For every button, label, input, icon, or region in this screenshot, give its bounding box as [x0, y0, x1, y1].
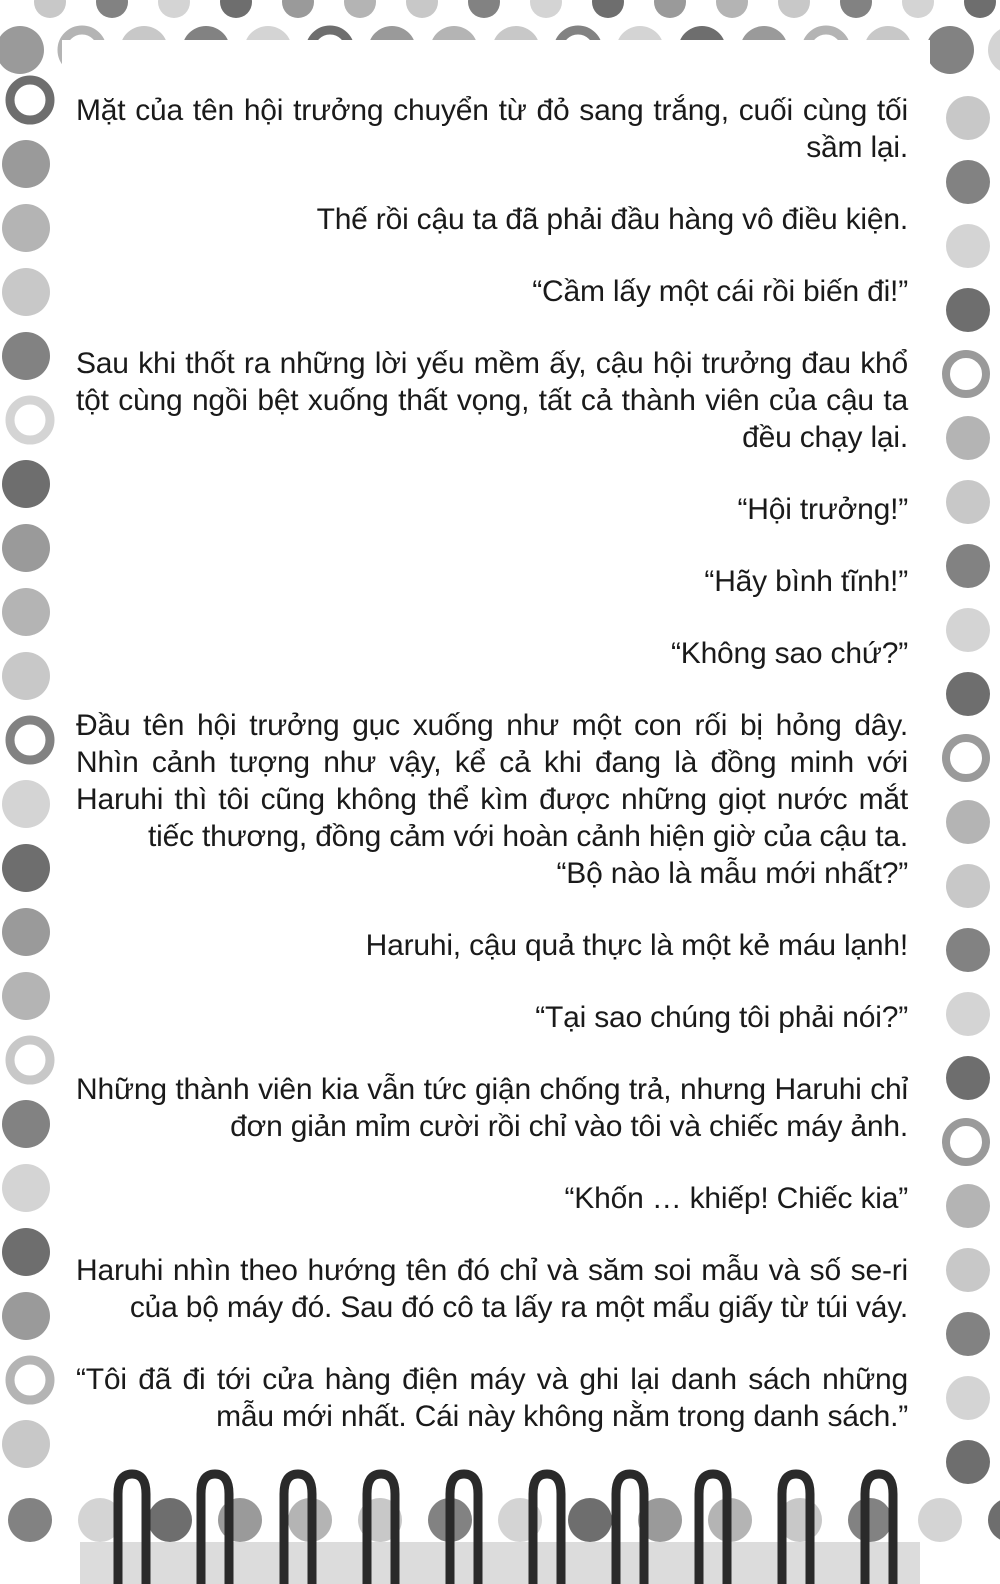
- filled-dot: [946, 928, 990, 972]
- filled-dot: [946, 1376, 990, 1420]
- filled-dot: [2, 1164, 50, 1212]
- paragraph-gap: [76, 310, 908, 345]
- paragraph-gap: [76, 166, 908, 201]
- filled-dot: [946, 288, 990, 332]
- filled-dot: [2, 460, 50, 508]
- ring-dot: [946, 738, 986, 778]
- filled-dot: [592, 0, 624, 18]
- filled-dot: [716, 0, 748, 18]
- paragraph: “Khốn … khiếp! Chiếc kia”: [564, 1182, 908, 1215]
- filled-dot: [2, 524, 50, 572]
- filled-dot: [2, 652, 50, 700]
- filled-dot: [946, 1184, 990, 1228]
- paragraph: Mặt của tên hội trưởng chuyển từ đỏ sang trắng, cuối cùng tối sầm lại.: [76, 94, 908, 164]
- paragraph-gap: [76, 1326, 908, 1361]
- ring-dot: [10, 720, 50, 760]
- filled-dot: [282, 0, 314, 18]
- paragraph: “Tại sao chúng tôi phải nói?”: [535, 1001, 908, 1034]
- paragraph: “Bộ nào là mẫu mới nhất?”: [556, 857, 908, 890]
- paragraph-gap: [76, 238, 908, 273]
- filled-dot: [946, 608, 990, 652]
- paragraph: “Không sao chứ?”: [670, 637, 908, 670]
- paragraph: Haruhi nhìn theo hướng tên đó chỉ và săm soi mẫu và số se-ri của bộ máy đó. Sau đó cô ta lấy ra một mẩu giấy từ túi váy.: [76, 1254, 908, 1324]
- filled-dot: [2, 204, 50, 252]
- filled-dot: [2, 1100, 50, 1148]
- paragraph-gap: [76, 528, 908, 563]
- filled-dot: [654, 0, 686, 18]
- paragraph: “Hội trưởng!”: [737, 493, 908, 526]
- filled-dot: [2, 1228, 50, 1276]
- filled-dot: [946, 672, 990, 716]
- filled-dot: [946, 800, 990, 844]
- filled-dot: [530, 0, 562, 18]
- filled-dot: [902, 0, 934, 18]
- paragraph-gap: [76, 1036, 908, 1071]
- paragraph: Sau khi thốt ra những lời yếu mềm ấy, cậu hội trưởng đau khổ tột cùng ngồi bệt xuống thất vọng, tất cả thành viên của cậu ta đều chạy lại.: [76, 347, 908, 454]
- filled-dot: [96, 0, 128, 18]
- paragraph-gap: [76, 1145, 908, 1180]
- filled-dot: [2, 140, 50, 188]
- filled-dot: [468, 0, 500, 18]
- filled-dot: [2, 332, 50, 380]
- filled-dot: [778, 0, 810, 18]
- ring-dot: [10, 1360, 50, 1400]
- filled-dot: [946, 416, 990, 460]
- filled-dot: [988, 26, 1000, 74]
- filled-dot: [946, 992, 990, 1036]
- filled-dot: [2, 268, 50, 316]
- ring-dot: [946, 1122, 986, 1162]
- paragraph-gap: [76, 600, 908, 635]
- paragraph: “Cầm lấy một cái rồi biến đi!”: [532, 275, 908, 308]
- filled-dot: [946, 96, 990, 140]
- filled-dot: [2, 972, 50, 1020]
- paragraph: “Tôi đã đi tới cửa hàng điện máy và ghi lại danh sách những mẫu mới nhất. Cái này không nằm trong danh sách.”: [76, 1363, 908, 1433]
- filled-dot: [964, 0, 996, 18]
- filled-dot: [946, 1248, 990, 1292]
- filled-dot: [2, 1292, 50, 1340]
- binding-strip: [80, 1542, 920, 1584]
- ring-dot: [10, 80, 50, 120]
- filled-dot: [946, 160, 990, 204]
- filled-dot: [2, 908, 50, 956]
- filled-dot: [946, 1312, 990, 1356]
- filled-dot: [946, 1056, 990, 1100]
- paragraph-gap: [76, 964, 908, 999]
- filled-dot: [840, 0, 872, 18]
- filled-dot: [2, 844, 50, 892]
- spiral-binding: [0, 1460, 1000, 1584]
- ring-dot: [10, 1040, 50, 1080]
- filled-dot: [158, 0, 190, 18]
- paragraph: Những thành viên kia vẫn tức giận chống trả, nhưng Haruhi chỉ đơn giản mỉm cười rồi chỉ vào tôi và chiếc máy ảnh.: [76, 1073, 908, 1143]
- paragraph-gap: [76, 672, 908, 707]
- filled-dot: [2, 780, 50, 828]
- filled-dot: [946, 544, 990, 588]
- ring-dot: [10, 400, 50, 440]
- paragraph-gap: [76, 1217, 908, 1252]
- filled-dot: [406, 0, 438, 18]
- filled-dot: [0, 26, 44, 74]
- page-text: [76, 92, 908, 1435]
- paragraph: Haruhi, cậu quả thực là một kẻ máu lạnh!: [365, 929, 908, 962]
- paragraph-gap: [76, 456, 908, 491]
- paragraph: Đầu tên hội trưởng gục xuống như một con rối bị hỏng dây. Nhìn cảnh tượng như vậy, kể cả khi đang là đồng minh với Haruhi thì tôi cũng không thể kìm được những giọt nước mắt tiếc thương, đồng cảm với hoàn cảnh hiện giờ của cậu ta.: [76, 709, 908, 853]
- paragraph: “Hãy bình tĩnh!”: [704, 565, 908, 598]
- filled-dot: [34, 0, 66, 18]
- ring-dot: [946, 354, 986, 394]
- paragraph-gap: [76, 892, 908, 927]
- filled-dot: [344, 0, 376, 18]
- filled-dot: [946, 224, 990, 268]
- filled-dot: [2, 588, 50, 636]
- filled-dot: [220, 0, 252, 18]
- paragraph: Thế rồi cậu ta đã phải đầu hàng vô điều kiện.: [316, 203, 908, 236]
- filled-dot: [946, 480, 990, 524]
- filled-dot: [926, 26, 974, 74]
- filled-dot: [946, 864, 990, 908]
